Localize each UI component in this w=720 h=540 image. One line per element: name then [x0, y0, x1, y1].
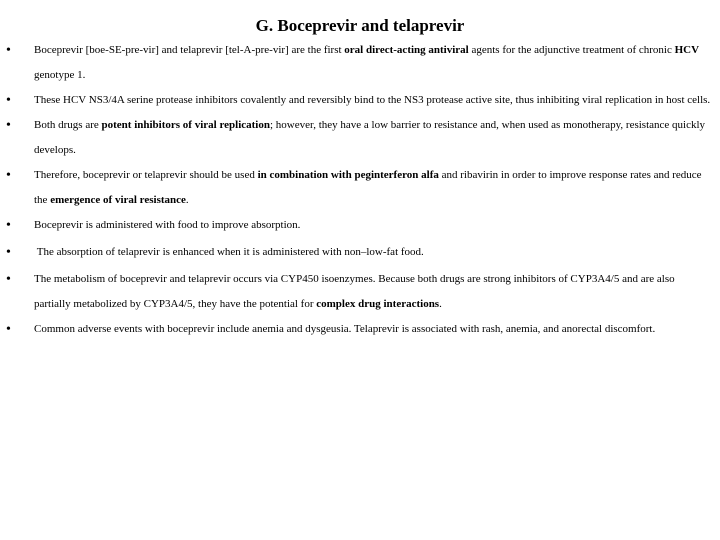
- bold-text-segment: HCV: [674, 44, 700, 56]
- bullet-dot-icon: •: [6, 272, 11, 287]
- text-segment: Therefore, boceprevir or telaprevir should be used: [34, 169, 258, 181]
- bullet-text: [34, 273, 675, 310]
- text-segment: The metabolism of boceprevir and telaprevir occurs via CYP450 isoenzymes. Because both drugs are strong inhibitors of CYP3A4/5 and are also partially metabolized by CYP3A4/5, they have the potential for: [34, 273, 675, 310]
- bullet-dot-icon: •: [6, 218, 11, 233]
- bullet-item: [6, 317, 712, 342]
- text-segment: .: [185, 194, 189, 206]
- bullet-text: [34, 323, 655, 335]
- text-segment: .: [439, 298, 442, 310]
- text-segment: The absorption of telaprevir is enhanced when it is administered with non–low-fat food.: [34, 246, 424, 258]
- bullet-text: [34, 94, 710, 106]
- text-segment: Boceprevir [boe-SE-pre-vir] and telaprevir [tel-A-pre-vir] are the first: [34, 44, 345, 56]
- bullet-list: [6, 38, 712, 342]
- bold-text-segment: emergence of viral resistance: [50, 194, 186, 206]
- bullet-text: [34, 44, 699, 81]
- bold-text-segment: complex drug interactions: [316, 298, 440, 310]
- text-segment: agents for the adjunctive treatment of chronic: [468, 44, 675, 56]
- text-segment: Common adverse events with boceprevir include anemia and dysgeusia. Telaprevir is associated with rash, anemia, and anorectal discomfort.: [34, 323, 656, 335]
- bullet-item: [6, 38, 712, 88]
- bullet-text: [34, 169, 702, 206]
- bullet-item: [6, 88, 712, 113]
- bullet-item: [6, 113, 712, 163]
- bullet-text: [34, 219, 300, 231]
- slide-title: G. Boceprevir and telaprevir: [255, 16, 465, 35]
- text-segment: These HCV NS3/4A serine protease inhibitors covalently and reversibly bind to the NS3 protease active site, thus inhibiting viral replication in host cells.: [34, 94, 711, 106]
- text-segment: Both drugs are: [34, 119, 102, 131]
- bullet-dot-icon: •: [6, 43, 11, 58]
- bullet-dot-icon: •: [6, 245, 11, 260]
- bullet-item: [6, 267, 712, 317]
- text-segment: and ribavirin in order to improve response rates and reduce the: [34, 169, 702, 206]
- text-segment: Boceprevir is administered with food to improve absorption.: [34, 219, 301, 231]
- bullet-text: [34, 246, 424, 258]
- bullet-dot-icon: •: [6, 93, 11, 108]
- bullet-item: [6, 213, 712, 238]
- bullet-dot-icon: •: [6, 168, 11, 183]
- text-segment: ; however, they have a low barrier to resistance and, when used as monotherapy, resistance quickly develops.: [34, 119, 706, 156]
- bold-text-segment: oral direct-acting antiviral: [344, 44, 469, 56]
- bullet-dot-icon: •: [6, 118, 11, 133]
- bullet-dot-icon: •: [6, 322, 11, 337]
- bullet-item: [6, 240, 712, 265]
- bullet-text: [34, 119, 705, 156]
- bullet-item: [6, 163, 712, 213]
- text-segment: genotype 1.: [34, 69, 86, 81]
- bold-text-segment: potent inhibitors of viral replication: [101, 119, 270, 131]
- bold-text-segment: in combination with peginterferon alfa: [257, 169, 439, 181]
